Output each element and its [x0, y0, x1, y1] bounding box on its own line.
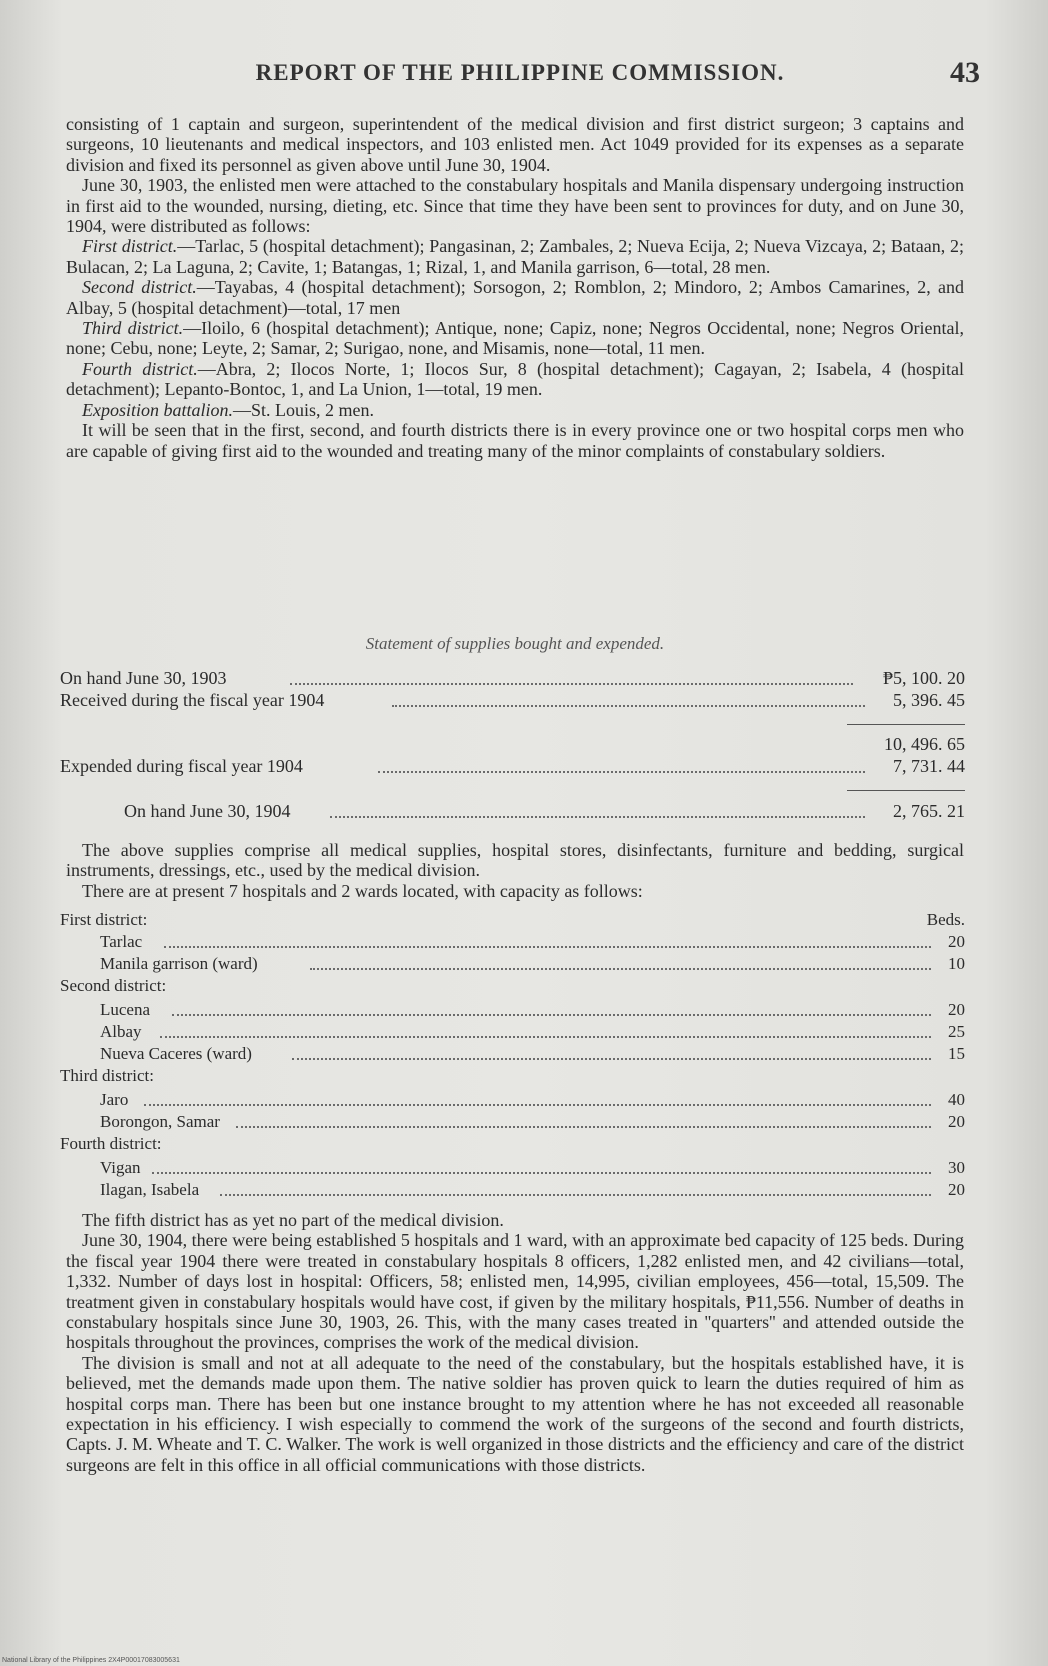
table-row	[60, 1090, 965, 1112]
district-label: First district.	[82, 236, 178, 257]
dot-leader	[144, 1104, 931, 1106]
bed-count: 25	[948, 1022, 965, 1041]
dot-leader	[290, 683, 853, 685]
hospitals-intro: There are at present 7 hospitals and 2 wards located, with capacity as follows:	[82, 880, 643, 901]
ledger-label: On hand June 30, 1904	[124, 801, 291, 821]
hospital-name: Ilagan, Isabela	[100, 1180, 200, 1199]
closing-paragraph-2: June 30, 1904, there were being established 5 hospitals and 1 ward, with an approximate bed capacity of 125 beds. During the fiscal year 1904 there were treated in constabulary hospitals 8 officers, 1,282 enlisted men, and 42 civilians—total, 1,332. Number of days lost in hospital: Officers, 58; enlisted men, 14,995, civilian employees, 456—total, 15,509. The treatment given in constabulary hospitals would have cost, if given by the military hospitals, ₱11,556. Number of deaths in constabulary hospitals since June 30, 1903, 26. This, with the many cases treated in ''quarters'' and attended outside the hospitals throughout the provinces, comprises the work of the medical division.	[66, 1230, 964, 1353]
hospital-name: Lucena	[100, 1000, 151, 1019]
district-heading: First district:	[60, 910, 148, 929]
bed-count: 10	[948, 954, 965, 973]
bed-count: 20	[948, 932, 965, 951]
district-text: —Abra, 2; Ilocos Norte, 1; Ilocos Sur, 8 (hospital detachment); Cagayan, 2; Isabela, 4 (hospital detachment); Lepanto-Bontoc, 1, and La Union, 1—total, 19 men.	[66, 358, 964, 400]
ledger-row-expended	[60, 756, 965, 778]
district-heading: Third district:	[60, 1066, 154, 1085]
district-text: —St. Louis, 2 men.	[233, 399, 375, 420]
supplies-notes	[66, 840, 964, 901]
district-exposition	[66, 400, 964, 420]
dot-leader	[292, 1058, 931, 1060]
ledger-amount: 10, 496. 65	[884, 734, 965, 754]
table-row	[60, 1158, 965, 1180]
closing-paragraph-3: The division is small and not at all adequate to the need of the constabulary, but the hospitals established have, it is believed, met the demands made upon them. The native soldier has proven quick to learn the duties required of him as hospital corps man. There has been but one instance brought to my attention where he has not exceeded all reasonable expectation in his efficiency. I wish especially to commend the work of the surgeons of the second and fourth districts, Capts. J. M. Wheate and T. C. Walker. The work is well organized in those districts and the efficiency and care of the district surgeons are felt in this office in all official communications with those districts.	[66, 1352, 964, 1475]
ledger-row-subtotal	[60, 734, 965, 756]
difference-rule	[847, 790, 965, 791]
dot-leader	[330, 816, 865, 818]
ledger-amount: ₱5, 100. 20	[882, 668, 965, 688]
district-label: Third district.	[82, 318, 184, 339]
district-text: —Iloilo, 6 (hospital detachment); Antique, none; Capiz, none; Negros Occidental, none; Negros Oriental, none; Cebu, none; Leyte, 2; Samar, 2; Surigao, none, and Misamis, none—total, 11 men.	[66, 318, 964, 359]
dot-leader	[392, 705, 865, 707]
hospital-name: Albay	[100, 1022, 142, 1041]
dot-leader	[220, 1194, 931, 1196]
table-row	[60, 1180, 965, 1202]
dot-leader	[164, 946, 931, 948]
hospital-name: Jaro	[100, 1090, 129, 1109]
ledger-label: On hand June 30, 1903	[60, 668, 227, 688]
closing-section	[66, 1210, 964, 1475]
ledger-amount: 5, 396. 45	[893, 690, 965, 710]
sum-rule	[847, 724, 965, 725]
table-row	[60, 1112, 965, 1134]
closing-paragraph-1: The fifth district has as yet no part of the medical division.	[82, 1210, 504, 1230]
dot-leader	[236, 1126, 931, 1128]
district-second	[66, 277, 964, 318]
district-fourth	[66, 359, 964, 400]
table-row	[60, 910, 965, 932]
hospital-name: Borongon, Samar	[100, 1112, 220, 1131]
district-heading: Fourth district:	[60, 1134, 162, 1153]
running-title: REPORT OF THE PHILIPPINE COMMISSION.	[255, 60, 785, 85]
dot-leader	[152, 1172, 931, 1174]
bed-count: 20	[948, 1000, 965, 1019]
bed-count: 20	[948, 1180, 965, 1199]
intro-paragraph-1: consisting of 1 captain and surgeon, superintendent of the medical division and first district surgeon; 3 captains and surgeons, 10 lieutenants and medical inspectors, and 103 enlisted men. Act 1049 provided for its expenses as a separate division and fixed its personnel as given above until June 30, 1904.	[66, 114, 964, 175]
ledger-amount: 7, 731. 44	[893, 756, 965, 776]
bed-count: 40	[948, 1090, 965, 1109]
ledger-label: Expended during fiscal year 1904	[60, 756, 303, 776]
ledger-label: Received during the fiscal year 1904	[60, 690, 325, 710]
dot-leader	[172, 1014, 931, 1016]
hospital-name: Tarlac	[100, 932, 143, 951]
hospital-name: Nueva Caceres (ward)	[100, 1044, 252, 1063]
district-label: Fourth district.	[82, 358, 198, 379]
page-header	[60, 56, 980, 96]
bed-count: 15	[948, 1044, 965, 1063]
bed-count: 20	[948, 1112, 965, 1131]
ledger-amount: 2, 765. 21	[893, 801, 965, 821]
beds-header: Beds.	[926, 910, 965, 929]
table-row	[60, 954, 965, 976]
table-row	[60, 1022, 965, 1044]
dot-leader	[310, 968, 931, 970]
page-number: 43	[950, 56, 980, 89]
district-third	[66, 318, 964, 359]
district-label: Second district.	[82, 277, 197, 298]
library-footer: National Library of the Philippines 2X4P00017083005631	[2, 1657, 180, 1664]
district-heading: Second district:	[60, 976, 167, 995]
district-first	[66, 236, 964, 277]
supplies-paragraph: The above supplies comprise all medical supplies, hospital stores, disinfectants, furniture and bedding, surgical instruments, dressings, etc., used by the medical division.	[66, 840, 964, 881]
table-row	[60, 1134, 965, 1156]
corps-paragraph: It will be seen that in the first, second, and fourth districts there is in every province one or two hospital corps men who are capable of giving first aid to the wounded and treating many of the minor complaints of constabulary soldiers.	[66, 420, 964, 461]
ledger-row-received	[60, 690, 965, 712]
hospital-name: Vigan	[100, 1158, 141, 1177]
intro-section	[66, 114, 964, 461]
hospital-name: Manila garrison (ward)	[100, 954, 258, 973]
supplies-caption: Statement of supplies bought and expended.	[365, 634, 665, 653]
dot-leader	[160, 1036, 931, 1038]
intro-paragraph-2: June 30, 1903, the enlisted men were attached to the constabulary hospitals and Manila dispensary undergoing instruction in first aid to the wounded, nursing, dieting, etc. Since that time they have been sent to provinces for duty, and on June 30, 1904, were distributed as follows:	[66, 175, 964, 237]
district-text: —Tarlac, 5 (hospital detachment); Pangasinan, 2; Zambales, 2; Nueva Ecija, 2; Nueva Vizcaya, 2; Bataan, 2; Bulacan, 2; La Laguna, 2; Cavite, 1; Batangas, 1; Rizal, 1, and Manila garrison, 6—total, 28 men.	[66, 236, 965, 277]
table-row	[60, 932, 965, 954]
dot-leader	[378, 771, 865, 773]
district-label: Exposition battalion.	[82, 399, 233, 420]
ledger-row-on-hand-1903	[60, 668, 965, 690]
table-row	[60, 1044, 965, 1066]
table-row	[60, 1066, 965, 1088]
table-row	[60, 976, 965, 998]
bed-count: 30	[948, 1158, 965, 1177]
ledger-row-on-hand-1904	[60, 801, 965, 823]
table-row	[60, 1000, 965, 1022]
district-text: —Tayabas, 4 (hospital detachment); Sorsogon, 2; Romblon, 2; Mindoro, 2; Ambos Camarines, 2, and Albay, 5 (hospital detachment)—total, 17 men	[66, 277, 965, 318]
